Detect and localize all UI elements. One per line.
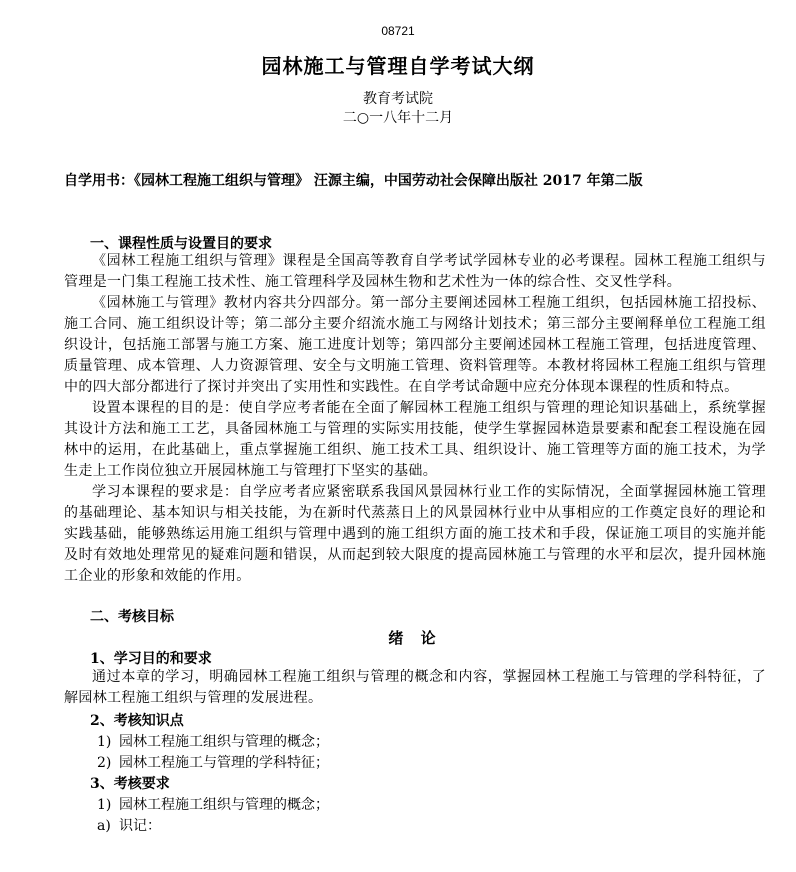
subsection-3-heading: 3、考核要求: [90, 776, 170, 792]
list-item-number: 1): [97, 734, 112, 750]
course-code: 08721: [381, 24, 415, 38]
issuer: 教育考试院: [363, 91, 433, 107]
subsection-2-heading: 2、考核知识点: [90, 713, 184, 729]
page-title: 园林施工与管理自学考试大纲: [261, 54, 535, 78]
paragraph-textbook-content: 《园林施工与管理》教材内容共分四部分。第一部分主要阐述园林工程施工组织，包括园林施工招投标、施工合同、施工组织设计等；第二部分主要介绍流水施工与网络计划技术；第三部分主要阐释单位工程施工组织设计，包括施工部署与施工方案、施工进度计划等；第四部分主要阐述园林工程施工管理，包括进度管理、质量管理、成本管理、人力资源管理、安全与文明施工管理、资料管理等。本教材将园林工程施工组织与管理中的四大部分都进行了探讨并突出了实用性和实践性。在自学考试命题中应充分体现本课程的性质和特点。: [64, 295, 766, 395]
list-item-number: 1): [97, 797, 112, 813]
section-2-heading: 二、考核目标: [90, 609, 174, 625]
issue-date: 二○一八年十二月: [342, 110, 454, 126]
paragraph-course-purpose: 设置本课程的目的是：使自学应考者能在全面了解园林工程施工组织与管理的理论知识基础上，系统掌握其设计方法和施工工艺，具备园林施工与管理的实际实用技能，使学生掌握园林造景要素和配套工程设施在园林中的运用，在此基础上，重点掌握施工组织、施工技术工具、组织设计、施工管理等方面的施工技术，为学生走上工作岗位独立开展园林施工与管理打下坚实的基础。: [64, 400, 766, 479]
list-item-text: 识记：: [119, 818, 161, 834]
list-item-text: 园林工程施工组织与管理的概念；: [119, 797, 329, 813]
list-item: [97, 815, 161, 835]
section-1-body: [64, 251, 766, 587]
paragraph-course-requirements: 学习本课程的要求是：自学应考者应紧密联系我国风景园林行业工作的实际情况，全面掌握园林施工管理的基础理论、基本知识与相关技能，为在新时代蒸蒸日上的风景园林行业中从事相应的工作奠定良好的理论和实践基础，能够熟练运用施工组织与管理中遇到的施工组织方面的施工技术和手段，保证施工项目的实施并能及时有效地处理常见的疑难问题和错误，从而起到较大限度的提高园林施工与管理的水平和层次，提升园林施工企业的形象和效能的作用。: [64, 484, 766, 584]
chapter-heading: 绪 论: [388, 629, 442, 647]
list-item-number: a): [97, 818, 111, 834]
list-item: [97, 794, 329, 814]
paragraph-learning-goals: 通过本章的学习，明确园林工程施工组织与管理的概念和内容，掌握园林工程施工与管理的学科特征，了解园林工程施工组织与管理的发展进程。: [64, 669, 766, 706]
textbook-line: 自学用书：《园林工程施工组织与管理》 汪源主编，中国劳动社会保障出版社 2017 年第二版: [64, 173, 643, 189]
list-item-number: 2): [97, 755, 112, 771]
list-item: [97, 752, 329, 772]
list-item: [97, 731, 329, 751]
subsection-1-body: [64, 667, 766, 709]
subsection-1-heading: 1、学习目的和要求: [90, 651, 212, 667]
section-1-heading: 一、课程性质与设置目的要求: [90, 236, 272, 252]
paragraph-course-nature: 《园林工程施工组织与管理》课程是全国高等教育自学考试学园林专业的必考课程。园林工程施工组织与管理是一门集工程施工技术性、施工管理科学及园林生物和艺术性为一体的综合性、交叉性学科。: [64, 253, 766, 290]
list-item-text: 园林工程施工组织与管理的概念；: [119, 734, 329, 750]
list-item-text: 园林工程施工与管理的学科特征；: [119, 755, 329, 771]
